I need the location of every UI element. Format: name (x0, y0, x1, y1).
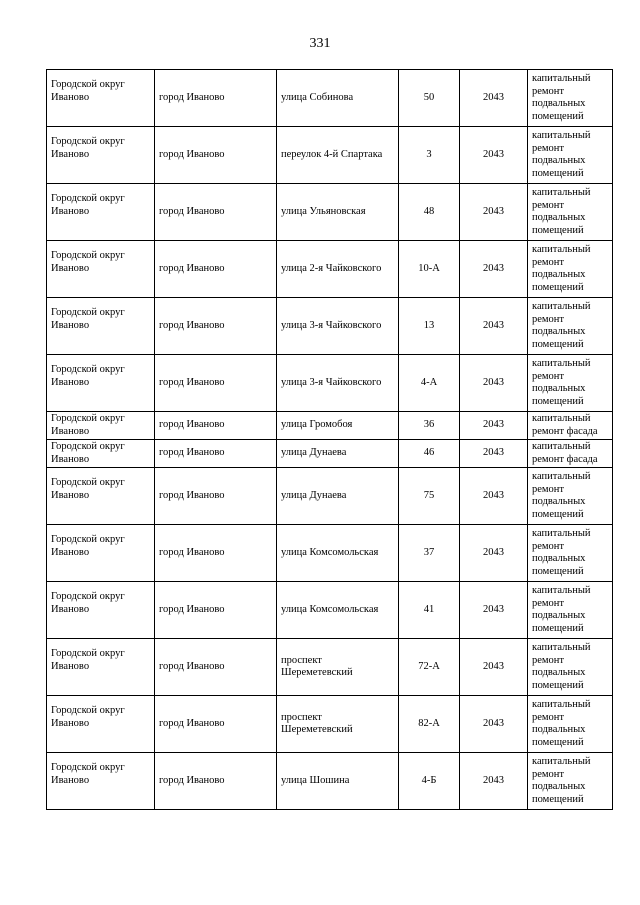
year-cell: 2043 (460, 525, 528, 582)
settlement-cell: город Иваново (155, 412, 277, 440)
year-cell: 2043 (460, 440, 528, 468)
house-number-cell: 36 (399, 412, 460, 440)
year-cell: 2043 (460, 298, 528, 355)
work-type-cell: капитальный ремонт подвальных помещений (528, 639, 613, 696)
year-cell: 2043 (460, 355, 528, 412)
settlement-cell: город Иваново (155, 127, 277, 184)
year-cell: 2043 (460, 582, 528, 639)
municipality-cell: Городской округ Иваново (47, 582, 155, 639)
year-cell: 2043 (460, 639, 528, 696)
street-cell: улица Громобоя (277, 412, 399, 440)
settlement-cell: город Иваново (155, 440, 277, 468)
repair-schedule-table (46, 69, 613, 810)
house-number-cell: 3 (399, 127, 460, 184)
house-number-cell: 37 (399, 525, 460, 582)
work-type-cell: капитальный ремонт подвальных помещений (528, 241, 613, 298)
table-row (47, 468, 613, 525)
work-type-cell: капитальный ремонт фасада (528, 440, 613, 468)
year-cell: 2043 (460, 412, 528, 440)
municipality-cell: Городской округ Иваново (47, 440, 155, 468)
table-row (47, 696, 613, 753)
street-cell: проспект Шереметевский (277, 696, 399, 753)
house-number-cell: 4-А (399, 355, 460, 412)
work-type-cell: капитальный ремонт подвальных помещений (528, 70, 613, 127)
settlement-cell: город Иваново (155, 241, 277, 298)
street-cell: улица Шошина (277, 753, 399, 810)
municipality-cell: Городской округ Иваново (47, 298, 155, 355)
table-row (47, 127, 613, 184)
municipality-cell: Городской округ Иваново (47, 184, 155, 241)
municipality-cell: Городской округ Иваново (47, 639, 155, 696)
municipality-cell: Городской округ Иваново (47, 355, 155, 412)
year-cell: 2043 (460, 127, 528, 184)
street-cell: улица Ульяновская (277, 184, 399, 241)
table-row (47, 355, 613, 412)
municipality-cell: Городской округ Иваново (47, 412, 155, 440)
house-number-cell: 48 (399, 184, 460, 241)
work-type-cell: капитальный ремонт подвальных помещений (528, 582, 613, 639)
municipality-cell: Городской округ Иваново (47, 70, 155, 127)
street-cell: улица Дунаева (277, 440, 399, 468)
settlement-cell: город Иваново (155, 753, 277, 810)
municipality-cell: Городской округ Иваново (47, 525, 155, 582)
work-type-cell: капитальный ремонт подвальных помещений (528, 127, 613, 184)
municipality-cell: Городской округ Иваново (47, 241, 155, 298)
street-cell: улица Комсомольская (277, 582, 399, 639)
work-type-cell: капитальный ремонт подвальных помещений (528, 355, 613, 412)
table-row (47, 639, 613, 696)
work-type-cell: капитальный ремонт фасада (528, 412, 613, 440)
street-cell: улица 3-я Чайковского (277, 298, 399, 355)
municipality-cell: Городской округ Иваново (47, 468, 155, 525)
work-type-cell: капитальный ремонт подвальных помещений (528, 525, 613, 582)
table-row (47, 440, 613, 468)
municipality-cell: Городской округ Иваново (47, 127, 155, 184)
work-type-cell: капитальный ремонт подвальных помещений (528, 696, 613, 753)
settlement-cell: город Иваново (155, 70, 277, 127)
house-number-cell: 46 (399, 440, 460, 468)
house-number-cell: 72-А (399, 639, 460, 696)
page-number: 331 (309, 36, 331, 51)
table-row (47, 412, 613, 440)
year-cell: 2043 (460, 696, 528, 753)
house-number-cell: 50 (399, 70, 460, 127)
street-cell: улица 3-я Чайковского (277, 355, 399, 412)
table-row (47, 184, 613, 241)
municipality-cell: Городской округ Иваново (47, 753, 155, 810)
table-row (47, 753, 613, 810)
house-number-cell: 82-А (399, 696, 460, 753)
year-cell: 2043 (460, 184, 528, 241)
house-number-cell: 75 (399, 468, 460, 525)
work-type-cell: капитальный ремонт подвальных помещений (528, 184, 613, 241)
table-row (47, 582, 613, 639)
table-row (47, 298, 613, 355)
table-row (47, 241, 613, 298)
work-type-cell: капитальный ремонт подвальных помещений (528, 753, 613, 810)
settlement-cell: город Иваново (155, 355, 277, 412)
house-number-cell: 10-А (399, 241, 460, 298)
settlement-cell: город Иваново (155, 582, 277, 639)
street-cell: улица Дунаева (277, 468, 399, 525)
settlement-cell: город Иваново (155, 184, 277, 241)
table-row (47, 70, 613, 127)
street-cell: переулок 4-й Спартака (277, 127, 399, 184)
street-cell: улица Комсомольская (277, 525, 399, 582)
settlement-cell: город Иваново (155, 639, 277, 696)
settlement-cell: город Иваново (155, 468, 277, 525)
street-cell: проспект Шереметевский (277, 639, 399, 696)
settlement-cell: город Иваново (155, 525, 277, 582)
street-cell: улица 2-я Чайковского (277, 241, 399, 298)
year-cell: 2043 (460, 70, 528, 127)
settlement-cell: город Иваново (155, 298, 277, 355)
table-row (47, 525, 613, 582)
house-number-cell: 41 (399, 582, 460, 639)
settlement-cell: город Иваново (155, 696, 277, 753)
municipality-cell: Городской округ Иваново (47, 696, 155, 753)
street-cell: улица Собинова (277, 70, 399, 127)
house-number-cell: 13 (399, 298, 460, 355)
year-cell: 2043 (460, 753, 528, 810)
work-type-cell: капитальный ремонт подвальных помещений (528, 468, 613, 525)
work-type-cell: капитальный ремонт подвальных помещений (528, 298, 613, 355)
year-cell: 2043 (460, 241, 528, 298)
year-cell: 2043 (460, 468, 528, 525)
house-number-cell: 4-Б (399, 753, 460, 810)
